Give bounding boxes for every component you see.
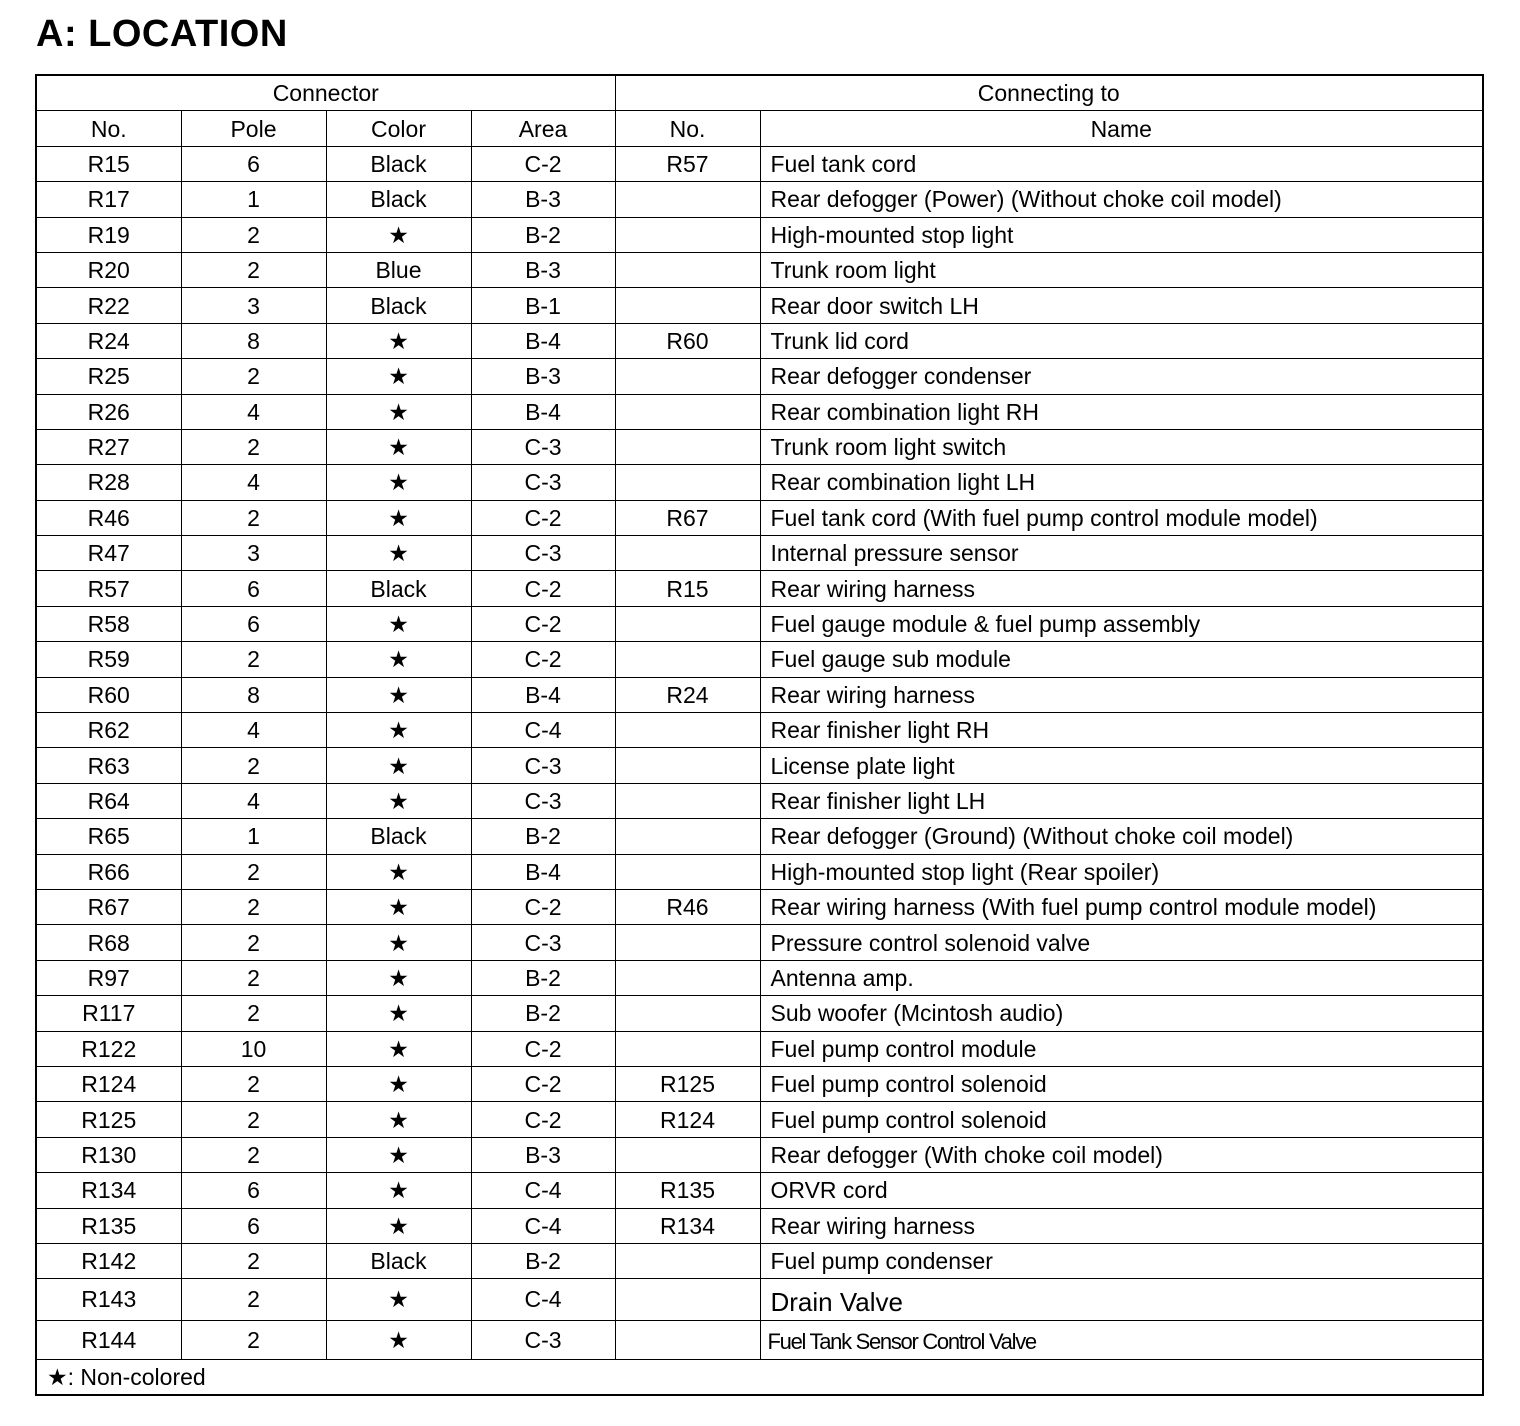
col-header-no: No. (36, 111, 181, 146)
cell-color: ★ (326, 1208, 471, 1243)
cell-pole: 8 (181, 677, 326, 712)
table-header (36, 75, 1483, 146)
cell-to-no: R124 (615, 1102, 760, 1137)
cell-to-no (615, 1320, 760, 1359)
cell-name: High-mounted stop light (Rear spoiler) (760, 854, 1483, 889)
cell-pole: 6 (181, 571, 326, 606)
cell-name: Internal pressure sensor (760, 536, 1483, 571)
cell-to-no (615, 536, 760, 571)
cell-pole: 2 (181, 359, 326, 394)
cell-area: C-2 (471, 146, 615, 181)
cell-no: R125 (36, 1102, 181, 1137)
group-header-row (36, 75, 1483, 111)
table-row (36, 677, 1483, 712)
cell-no: R124 (36, 1066, 181, 1101)
cell-to-no (615, 288, 760, 323)
cell-no: R97 (36, 960, 181, 995)
cell-to-no (615, 465, 760, 500)
cell-pole: 10 (181, 1031, 326, 1066)
cell-pole: 2 (181, 960, 326, 995)
cell-name: Rear finisher light LH (760, 783, 1483, 818)
cell-color: ★ (326, 1031, 471, 1066)
cell-no: R47 (36, 536, 181, 571)
cell-pole: 2 (181, 1066, 326, 1101)
cell-name: Fuel tank cord (760, 146, 1483, 181)
cell-pole: 4 (181, 465, 326, 500)
cell-no: R67 (36, 889, 181, 924)
cell-name: Pressure control solenoid valve (760, 925, 1483, 960)
cell-no: R66 (36, 854, 181, 889)
cell-color: Black (326, 182, 471, 217)
cell-no: R57 (36, 571, 181, 606)
cell-color: ★ (326, 536, 471, 571)
cell-color: ★ (326, 217, 471, 252)
cell-pole: 2 (181, 1320, 326, 1359)
cell-pole: 3 (181, 288, 326, 323)
cell-color: ★ (326, 925, 471, 960)
cell-area: C-2 (471, 500, 615, 535)
cell-name: Rear wiring harness (760, 571, 1483, 606)
cell-area: C-4 (471, 1208, 615, 1243)
cell-name: Rear defogger (With choke coil model) (760, 1137, 1483, 1172)
cell-name: Rear combination light RH (760, 394, 1483, 429)
cell-name: Rear wiring harness (760, 677, 1483, 712)
cell-to-no (615, 429, 760, 464)
cell-color: ★ (326, 996, 471, 1031)
connector-group-header: Connector (36, 75, 615, 111)
cell-to-no: R134 (615, 1208, 760, 1243)
cell-to-no (615, 854, 760, 889)
cell-area: B-3 (471, 1137, 615, 1172)
cell-name: Fuel pump control module (760, 1031, 1483, 1066)
cell-color: ★ (326, 1279, 471, 1320)
table-row (36, 1066, 1483, 1101)
cell-area: C-4 (471, 713, 615, 748)
cell-to-no (615, 1279, 760, 1320)
cell-no: R60 (36, 677, 181, 712)
cell-to-no (615, 394, 760, 429)
table-row (36, 146, 1483, 181)
cell-color: Black (326, 146, 471, 181)
cell-to-no: R57 (615, 146, 760, 181)
cell-no: R59 (36, 642, 181, 677)
cell-color: ★ (326, 500, 471, 535)
cell-no: R26 (36, 394, 181, 429)
cell-name: Sub woofer (Mcintosh audio) (760, 996, 1483, 1031)
cell-pole: 2 (181, 500, 326, 535)
cell-area: B-2 (471, 1243, 615, 1278)
cell-to-no: R15 (615, 571, 760, 606)
cell-to-no (615, 748, 760, 783)
cell-to-no (615, 1137, 760, 1172)
cell-to-no (615, 996, 760, 1031)
cell-no: R135 (36, 1208, 181, 1243)
cell-to-no: R60 (615, 323, 760, 358)
cell-color: ★ (326, 713, 471, 748)
table-row (36, 1173, 1483, 1208)
cell-color: Black (326, 571, 471, 606)
cell-to-no (615, 713, 760, 748)
cell-no: R46 (36, 500, 181, 535)
cell-to-no (615, 1031, 760, 1066)
footnote: ★: Non-colored (36, 1360, 1483, 1396)
table-row (36, 1243, 1483, 1278)
table-row (36, 1031, 1483, 1066)
table-row (36, 288, 1483, 323)
cell-no: R20 (36, 252, 181, 287)
table-row (36, 182, 1483, 217)
cell-to-no (615, 252, 760, 287)
cell-pole: 8 (181, 323, 326, 358)
table-row (36, 252, 1483, 287)
cell-no: R24 (36, 323, 181, 358)
cell-pole: 2 (181, 642, 326, 677)
table-row (36, 783, 1483, 818)
table-row (36, 925, 1483, 960)
table-row (36, 323, 1483, 358)
cell-no: R58 (36, 606, 181, 641)
table-row (36, 1208, 1483, 1243)
cell-no: R25 (36, 359, 181, 394)
cell-to-no (615, 606, 760, 641)
cell-name: Fuel Tank Sensor Control Valve (760, 1320, 1483, 1359)
cell-no: R65 (36, 819, 181, 854)
cell-color: Blue (326, 252, 471, 287)
column-header-row (36, 111, 1483, 146)
cell-no: R142 (36, 1243, 181, 1278)
cell-area: B-3 (471, 252, 615, 287)
cell-area: B-4 (471, 394, 615, 429)
cell-area: B-3 (471, 182, 615, 217)
cell-pole: 4 (181, 783, 326, 818)
cell-pole: 2 (181, 889, 326, 924)
cell-area: C-2 (471, 606, 615, 641)
cell-color: ★ (326, 748, 471, 783)
cell-area: C-3 (471, 1320, 615, 1359)
cell-name: Rear wiring harness (With fuel pump control module model) (760, 889, 1483, 924)
cell-name: Fuel pump control solenoid (760, 1102, 1483, 1137)
cell-name: Rear finisher light RH (760, 713, 1483, 748)
cell-no: R68 (36, 925, 181, 960)
cell-pole: 6 (181, 1208, 326, 1243)
col-header-to-no: No. (615, 111, 760, 146)
table-row (36, 996, 1483, 1031)
cell-name: High-mounted stop light (760, 217, 1483, 252)
cell-no: R64 (36, 783, 181, 818)
table-row (36, 217, 1483, 252)
table-row (36, 500, 1483, 535)
col-header-name: Name (760, 111, 1483, 146)
cell-to-no (615, 1243, 760, 1278)
cell-no: R28 (36, 465, 181, 500)
cell-area: C-3 (471, 536, 615, 571)
cell-name: Fuel pump control solenoid (760, 1066, 1483, 1101)
cell-name: License plate light (760, 748, 1483, 783)
cell-area: B-2 (471, 996, 615, 1031)
cell-color: ★ (326, 323, 471, 358)
cell-no: R122 (36, 1031, 181, 1066)
cell-pole: 6 (181, 146, 326, 181)
cell-name: Trunk lid cord (760, 323, 1483, 358)
cell-no: R134 (36, 1173, 181, 1208)
cell-color: ★ (326, 1102, 471, 1137)
cell-name: Rear door switch LH (760, 288, 1483, 323)
cell-name: Rear defogger (Power) (Without choke coil model) (760, 182, 1483, 217)
cell-to-no (615, 925, 760, 960)
cell-color: ★ (326, 1320, 471, 1359)
cell-color: ★ (326, 465, 471, 500)
table-row (36, 854, 1483, 889)
cell-area: C-3 (471, 783, 615, 818)
table-row (36, 642, 1483, 677)
cell-to-no: R24 (615, 677, 760, 712)
cell-name: ORVR cord (760, 1173, 1483, 1208)
cell-area: C-2 (471, 1031, 615, 1066)
cell-area: C-2 (471, 642, 615, 677)
table-row (36, 536, 1483, 571)
location-table (35, 74, 1484, 1396)
cell-no: R130 (36, 1137, 181, 1172)
table-row (36, 571, 1483, 606)
cell-to-no: R135 (615, 1173, 760, 1208)
cell-area: C-3 (471, 465, 615, 500)
cell-area: B-4 (471, 323, 615, 358)
cell-area: B-2 (471, 217, 615, 252)
cell-color: ★ (326, 642, 471, 677)
table-row (36, 960, 1483, 995)
cell-area: C-2 (471, 1066, 615, 1101)
cell-color: ★ (326, 394, 471, 429)
cell-color: ★ (326, 854, 471, 889)
cell-area: B-2 (471, 960, 615, 995)
col-header-area: Area (471, 111, 615, 146)
cell-name: Trunk room light (760, 252, 1483, 287)
cell-name: Drain Valve (760, 1279, 1483, 1320)
cell-to-no (615, 359, 760, 394)
table-row (36, 1102, 1483, 1137)
cell-no: R143 (36, 1279, 181, 1320)
cell-no: R19 (36, 217, 181, 252)
cell-area: C-3 (471, 748, 615, 783)
cell-color: ★ (326, 960, 471, 995)
table-row (36, 748, 1483, 783)
table-row (36, 429, 1483, 464)
cell-color: ★ (326, 677, 471, 712)
cell-name: Trunk room light switch (760, 429, 1483, 464)
cell-name: Fuel gauge module & fuel pump assembly (760, 606, 1483, 641)
cell-name: Fuel gauge sub module (760, 642, 1483, 677)
cell-pole: 1 (181, 819, 326, 854)
cell-pole: 6 (181, 606, 326, 641)
cell-name: Rear defogger condenser (760, 359, 1483, 394)
cell-pole: 2 (181, 1279, 326, 1320)
cell-to-no (615, 217, 760, 252)
cell-pole: 2 (181, 1102, 326, 1137)
cell-pole: 4 (181, 394, 326, 429)
cell-area: B-2 (471, 819, 615, 854)
cell-color: ★ (326, 889, 471, 924)
cell-area: C-4 (471, 1279, 615, 1320)
cell-name: Rear defogger (Ground) (Without choke coil model) (760, 819, 1483, 854)
footnote-row (36, 1360, 1483, 1396)
table-row (36, 359, 1483, 394)
table-row (36, 394, 1483, 429)
cell-to-no (615, 960, 760, 995)
cell-color: Black (326, 819, 471, 854)
cell-no: R117 (36, 996, 181, 1031)
cell-to-no: R125 (615, 1066, 760, 1101)
cell-area: C-2 (471, 889, 615, 924)
cell-name: Antenna amp. (760, 960, 1483, 995)
table-row (36, 889, 1483, 924)
cell-area: C-3 (471, 429, 615, 464)
cell-color: Black (326, 288, 471, 323)
cell-pole: 4 (181, 713, 326, 748)
cell-pole: 2 (181, 996, 326, 1031)
table-row (36, 606, 1483, 641)
table-row (36, 465, 1483, 500)
cell-area: C-2 (471, 1102, 615, 1137)
page-title: A: LOCATION (36, 13, 288, 55)
table-row (36, 819, 1483, 854)
cell-color: ★ (326, 1066, 471, 1101)
cell-pole: 1 (181, 182, 326, 217)
cell-to-no (615, 783, 760, 818)
cell-no: R27 (36, 429, 181, 464)
cell-name: Fuel pump condenser (760, 1243, 1483, 1278)
cell-area: B-4 (471, 854, 615, 889)
table-row (36, 713, 1483, 748)
cell-pole: 2 (181, 217, 326, 252)
cell-color: ★ (326, 359, 471, 394)
cell-to-no (615, 642, 760, 677)
cell-area: C-2 (471, 571, 615, 606)
table-row (36, 1279, 1483, 1320)
cell-pole: 2 (181, 925, 326, 960)
cell-color: Black (326, 1243, 471, 1278)
cell-no: R15 (36, 146, 181, 181)
cell-color: ★ (326, 1137, 471, 1172)
cell-pole: 2 (181, 1137, 326, 1172)
cell-to-no (615, 819, 760, 854)
cell-to-no (615, 182, 760, 217)
table-footer (36, 1360, 1483, 1396)
cell-pole: 6 (181, 1173, 326, 1208)
table-row (36, 1320, 1483, 1359)
cell-no: R22 (36, 288, 181, 323)
connecting-to-group-header: Connecting to (615, 75, 1483, 111)
cell-pole: 2 (181, 429, 326, 464)
cell-area: B-4 (471, 677, 615, 712)
col-header-pole: Pole (181, 111, 326, 146)
cell-no: R17 (36, 182, 181, 217)
cell-name: Rear wiring harness (760, 1208, 1483, 1243)
cell-area: C-3 (471, 925, 615, 960)
cell-area: C-4 (471, 1173, 615, 1208)
cell-color: ★ (326, 429, 471, 464)
cell-color: ★ (326, 606, 471, 641)
cell-pole: 2 (181, 854, 326, 889)
cell-no: R144 (36, 1320, 181, 1359)
table-body (36, 146, 1483, 1359)
cell-pole: 2 (181, 1243, 326, 1278)
cell-area: B-1 (471, 288, 615, 323)
cell-no: R63 (36, 748, 181, 783)
col-header-color: Color (326, 111, 471, 146)
cell-pole: 2 (181, 252, 326, 287)
cell-area: B-3 (471, 359, 615, 394)
cell-name: Fuel tank cord (With fuel pump control module model) (760, 500, 1483, 535)
table-row (36, 1137, 1483, 1172)
cell-color: ★ (326, 1173, 471, 1208)
cell-name: Rear combination light LH (760, 465, 1483, 500)
cell-no: R62 (36, 713, 181, 748)
cell-color: ★ (326, 783, 471, 818)
cell-to-no: R67 (615, 500, 760, 535)
cell-pole: 2 (181, 748, 326, 783)
cell-pole: 3 (181, 536, 326, 571)
cell-to-no: R46 (615, 889, 760, 924)
